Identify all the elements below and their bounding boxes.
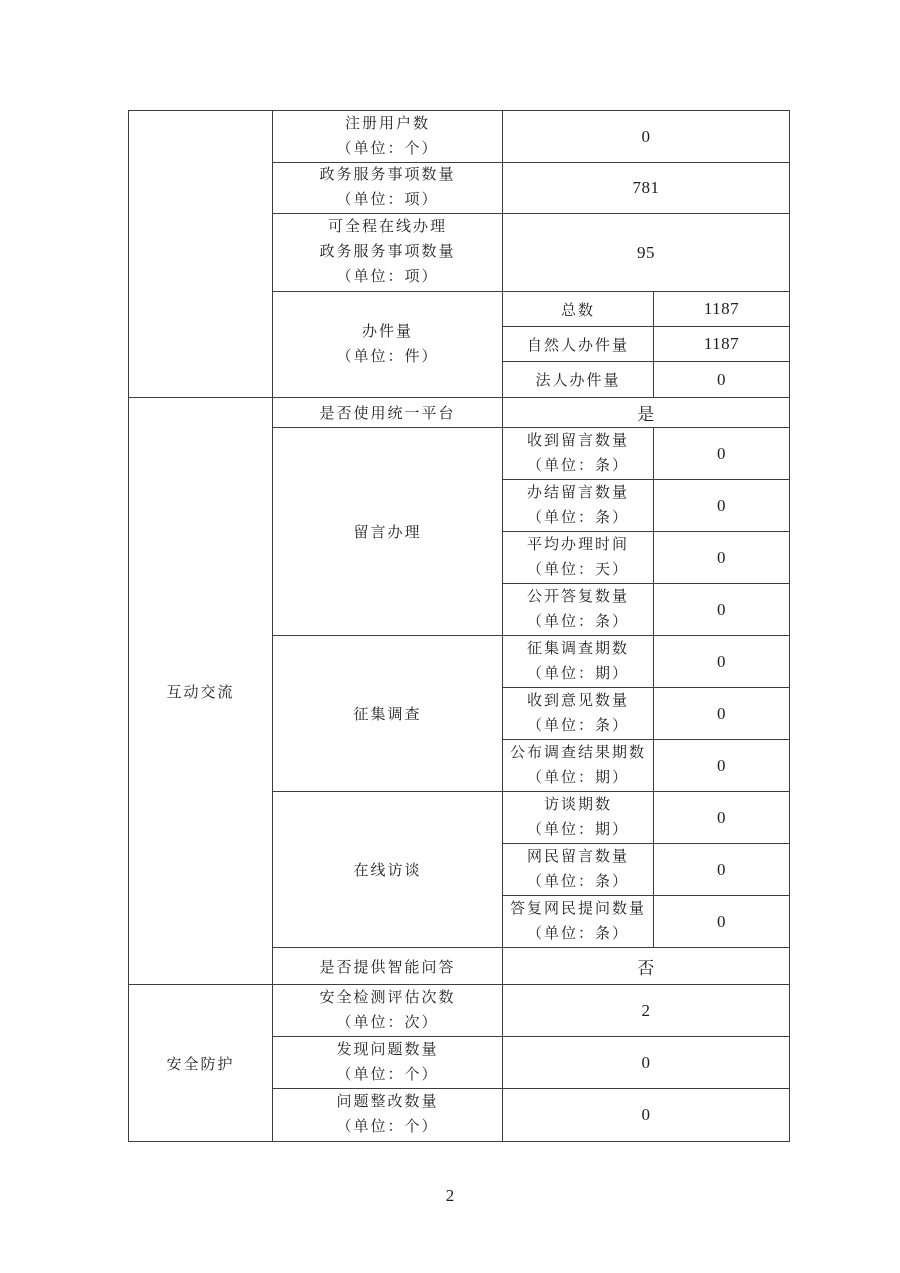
sublabel-opinions-received	[503, 688, 654, 740]
label-text: 办结留言数量	[526, 484, 629, 501]
label-text: 公开答复数量	[526, 588, 629, 605]
value-cases-natural-person: 1187	[654, 327, 790, 362]
label-cases-handled	[273, 292, 503, 398]
label-text: 收到留言数量	[526, 432, 629, 449]
label-survey: 征集调查	[273, 636, 503, 792]
label-unified-platform: 是否使用统一平台	[273, 398, 503, 428]
unit-text: （单位：条）	[526, 613, 629, 630]
value-netizen-questions-answered: 0	[654, 896, 790, 948]
label-registered-users	[273, 111, 503, 163]
value-service-items: 781	[503, 163, 790, 214]
label-full-online-items	[273, 214, 503, 292]
value-netizen-messages: 0	[654, 844, 790, 896]
value-smart-qa: 否	[503, 948, 790, 985]
label-text: 问题整改数量	[336, 1094, 439, 1110]
unit-text: （单位：个）	[336, 140, 439, 157]
sublabel-netizen-questions-answered	[503, 896, 654, 948]
label-text: 收到意见数量	[526, 692, 629, 709]
unit-text: （单位：次）	[336, 1014, 439, 1031]
sublabel-messages-completed	[503, 480, 654, 532]
label-text: 发现问题数量	[336, 1041, 439, 1058]
value-messages-received: 0	[654, 428, 790, 480]
unit-text: （单位：期）	[526, 821, 629, 838]
label-smart-qa: 是否提供智能问答	[273, 948, 503, 985]
unit-text: （单位：项）	[336, 192, 439, 208]
government-service-report-table	[128, 110, 790, 1142]
sublabel-messages-received	[503, 428, 654, 480]
table-row	[129, 111, 790, 163]
table-row	[129, 398, 790, 428]
value-interview-periods: 0	[654, 792, 790, 844]
unit-text: （单位：项）	[336, 269, 439, 285]
label-text: 公布调查结果期数	[509, 744, 646, 761]
sublabel-interview-periods	[503, 792, 654, 844]
sublabel-cases-total: 总数	[503, 292, 654, 327]
value-security-assessments: 2	[503, 985, 790, 1037]
label-text: 可全程在线办理	[327, 219, 447, 235]
page-number: 2	[445, 1186, 455, 1205]
label-text: 答复网民提问数量	[509, 900, 646, 917]
label-security-assessments	[273, 985, 503, 1037]
unit-text: （单位：期）	[526, 665, 629, 682]
label-problems-rectified	[273, 1089, 503, 1142]
sublabel-netizen-messages	[503, 844, 654, 896]
unit-text: （单位：天）	[526, 561, 629, 578]
unit-text: （单位：条）	[526, 717, 629, 734]
unit-text: （单位：条）	[526, 925, 629, 942]
value-public-replies: 0	[654, 584, 790, 636]
value-survey-periods: 0	[654, 636, 790, 688]
sublabel-public-replies	[503, 584, 654, 636]
label-text: 征集调查期数	[526, 640, 629, 657]
label-problems-found	[273, 1037, 503, 1089]
label-text: 办件量	[361, 323, 413, 340]
label-text: 政务服务事项数量	[319, 167, 456, 183]
unit-text: （单位：条）	[526, 457, 629, 474]
label-text: 安全检测评估次数	[319, 989, 456, 1006]
label-service-items	[273, 163, 503, 214]
value-problems-rectified: 0	[503, 1089, 790, 1142]
sublabel-cases-natural-person: 自然人办件量	[503, 327, 654, 362]
unit-text: （单位：期）	[526, 769, 629, 786]
value-messages-completed: 0	[654, 480, 790, 532]
value-problems-found: 0	[503, 1037, 790, 1089]
value-cases-total: 1187	[654, 292, 790, 327]
label-text: 平均办理时间	[526, 536, 629, 553]
value-full-online-items: 95	[503, 214, 790, 292]
value-cases-legal-person: 0	[654, 362, 790, 398]
label-online-interview: 在线访谈	[273, 792, 503, 948]
value-average-handling-time: 0	[654, 532, 790, 584]
label-text: 政务服务事项数量	[319, 244, 456, 260]
value-survey-results-published: 0	[654, 740, 790, 792]
category-cell-interaction: 互动交流	[129, 398, 273, 985]
sublabel-cases-legal-person: 法人办件量	[503, 362, 654, 398]
sublabel-average-handling-time	[503, 532, 654, 584]
value-opinions-received: 0	[654, 688, 790, 740]
label-text: 网民留言数量	[526, 848, 629, 865]
unit-text: （单位：件）	[336, 348, 439, 365]
label-message-handling: 留言办理	[273, 428, 503, 636]
unit-text: （单位：个）	[336, 1066, 439, 1083]
unit-text: （单位：个）	[336, 1119, 439, 1135]
unit-text: （单位：条）	[526, 873, 629, 890]
value-unified-platform: 是	[503, 398, 790, 428]
sublabel-survey-results-published	[503, 740, 654, 792]
table-row	[129, 985, 790, 1037]
label-text: 注册用户数	[344, 115, 430, 132]
category-cell-blank	[129, 111, 273, 398]
unit-text: （单位：条）	[526, 509, 629, 526]
value-registered-users: 0	[503, 111, 790, 163]
category-cell-security: 安全防护	[129, 985, 273, 1142]
label-text: 访谈期数	[543, 796, 612, 813]
sublabel-survey-periods	[503, 636, 654, 688]
